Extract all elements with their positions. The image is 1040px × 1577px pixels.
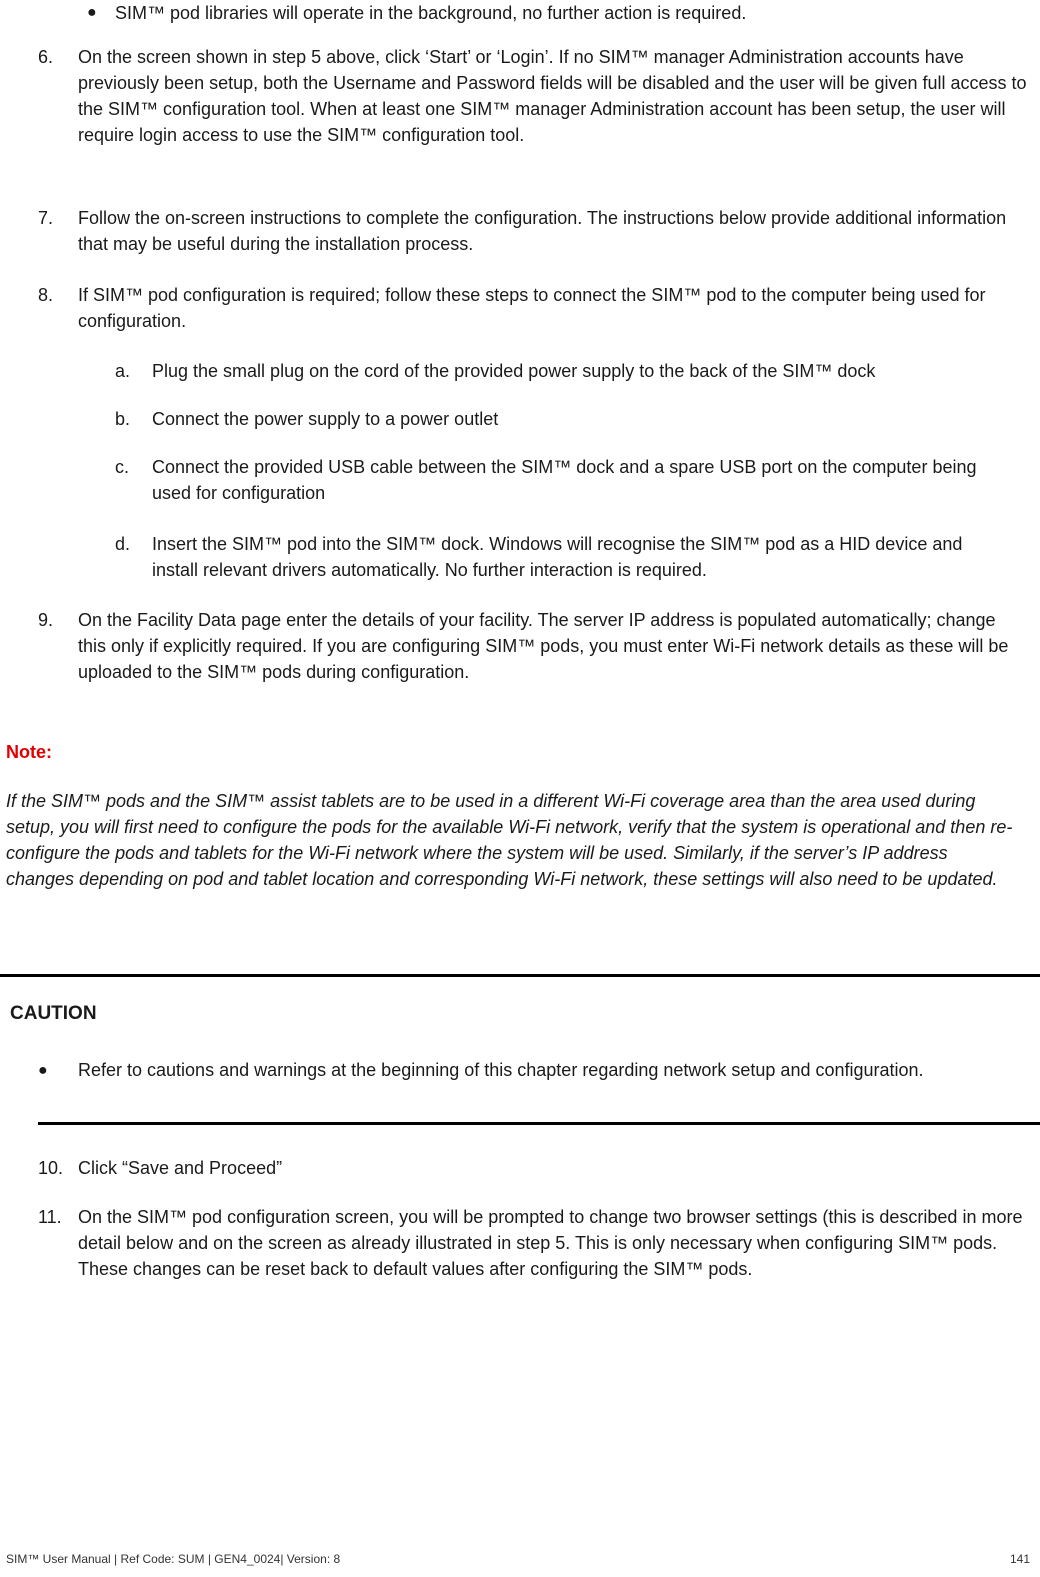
substep-text: Connect the provided USB cable between the SIM™ dock and a spare USB port on the computer being used for configuration — [152, 457, 977, 503]
step-number: 10. — [38, 1158, 64, 1178]
step-text: Click “Save and Proceed” — [78, 1158, 283, 1178]
bullet-text: SIM™ pod libraries will operate in the background, no further action is required. — [115, 3, 747, 23]
step-text: Follow the on-screen instructions to complete the configuration. The instructions below provide additional information that may be useful during the installation process. — [78, 208, 1007, 254]
step-number: 8. — [38, 285, 54, 305]
substep-text: Plug the small plug on the cord of the provided power supply to the back of the SIM™ dock — [152, 361, 876, 381]
substep-letter: a. — [115, 361, 131, 381]
step-text: If SIM™ pod configuration is required; follow these steps to connect the SIM™ pod to the computer being used for configuration. — [78, 285, 986, 331]
step-text: On the screen shown in step 5 above, click ‘Start’ or ‘Login’. If no SIM™ manager Administration accounts have previously been setup, both the Username and Password fields will be disabled and the user will be given full access to the SIM™ configuration tool. When at least one SIM™ manager Administration account has been setup, the user will require login access to use the SIM™ configuration tool. — [78, 47, 1027, 145]
substep-text: Insert the SIM™ pod into the SIM™ dock. Windows will recognise the SIM™ pod as a HID device and install relevant drivers automatically. No further interaction is required. — [152, 534, 963, 580]
step-number: 11. — [38, 1207, 62, 1227]
step-text: On the Facility Data page enter the details of your facility. The server IP address is populated automatically; change this only if explicitly required. If you are configuring SIM™ pods, you must enter Wi-Fi network details as these will be uploaded to the SIM™ pods during configuration. — [78, 610, 1009, 682]
note-text: If the SIM™ pods and the SIM™ assist tablets are to be used in a different Wi-Fi coverage area than the area used during setup, you will first need to configure the pods for the available Wi-Fi network, verify that the system is operational and then re-configure the pods and tablets for the Wi-Fi network where the system will be used. Similarly, if the server’s IP address changes depending on pod and tablet location and corresponding Wi-Fi network, these settings will also need to be updated. — [6, 791, 1013, 889]
step-number: 6. — [38, 47, 54, 67]
note-label: Note: — [6, 742, 52, 762]
step-number: 9. — [38, 610, 54, 630]
step-number: 7. — [38, 208, 54, 228]
substep-letter: d. — [115, 534, 131, 554]
footer-page-number: 141 — [1009, 1552, 1030, 1566]
substep-letter: b. — [115, 409, 131, 429]
step-text: On the SIM™ pod configuration screen, you will be prompted to change two browser settings (this is described in more detail below and on the screen as already illustrated in step 5. This is only necessary when configuring SIM™ pods. These changes can be reset back to default values after configuring the SIM™ pods. — [78, 1207, 1023, 1279]
bullet-icon: ● — [87, 4, 97, 21]
caution-title: CAUTION — [10, 1003, 97, 1024]
footer-document-info: SIM™ User Manual | Ref Code: SUM | GEN4_0024| Version: 8 — [6, 1552, 341, 1566]
caution-bottom-rule — [38, 1122, 1040, 1125]
substep-letter: c. — [115, 457, 130, 477]
caution-top-rule — [0, 974, 1040, 977]
substep-text: Connect the power supply to a power outlet — [152, 409, 499, 429]
bullet-icon: ● — [38, 1062, 48, 1079]
caution-text: Refer to cautions and warnings at the beginning of this chapter regarding network setup and configuration. — [78, 1060, 924, 1080]
